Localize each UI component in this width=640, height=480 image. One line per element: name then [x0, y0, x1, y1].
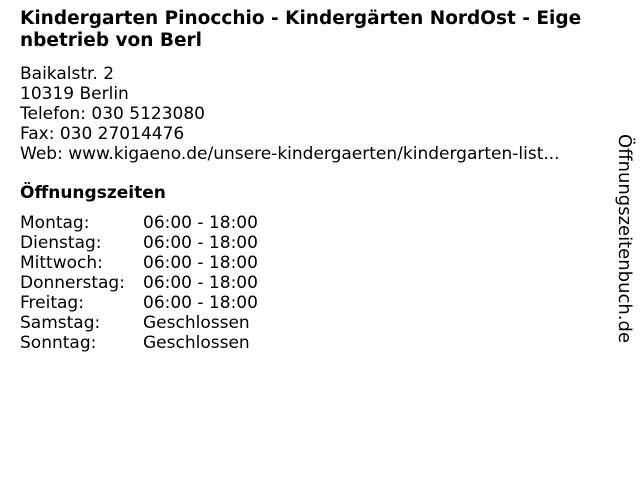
site-watermark: Öffnungszeitenbuch.de	[614, 134, 635, 344]
time-value: 06:00 - 18:00	[143, 273, 258, 293]
time-value: 06:00 - 18:00	[143, 293, 258, 313]
page-title: Kindergarten Pinocchio - Kindergärten NordOst - Eigenbetrieb von Berl	[20, 8, 582, 51]
hours-row-saturday	[20, 313, 258, 333]
address-block	[20, 64, 560, 164]
hours-row-monday	[20, 213, 258, 233]
hours-row-wednesday	[20, 253, 258, 273]
day-label: Freitag:	[20, 293, 84, 313]
day-label: Montag:	[20, 213, 90, 233]
time-value: Geschlossen	[143, 333, 250, 353]
city-address: 10319 Berlin	[20, 84, 129, 104]
hours-row-friday	[20, 293, 258, 313]
website-link[interactable]: Web: www.kigaeno.de/unsere-kindergaerten/kindergarten-list...	[20, 144, 560, 164]
time-value: 06:00 - 18:00	[143, 253, 258, 273]
opening-hours-table	[20, 213, 258, 353]
opening-hours-heading: Öffnungszeiten	[20, 183, 166, 203]
day-label: Sonntag:	[20, 333, 97, 353]
day-label: Mittwoch:	[20, 253, 103, 273]
time-value: 06:00 - 18:00	[143, 213, 258, 233]
hours-row-thursday	[20, 273, 258, 293]
fax-number: Fax: 030 27014476	[20, 124, 185, 144]
hours-row-sunday	[20, 333, 258, 353]
street-address: Baikalstr. 2	[20, 64, 115, 84]
day-label: Dienstag:	[20, 233, 102, 253]
hours-row-tuesday	[20, 233, 258, 253]
phone-number: Telefon: 030 5123080	[20, 104, 205, 124]
day-label: Donnerstag:	[20, 273, 125, 293]
day-label: Samstag:	[20, 313, 101, 333]
time-value: 06:00 - 18:00	[143, 233, 258, 253]
time-value: Geschlossen	[143, 313, 250, 333]
